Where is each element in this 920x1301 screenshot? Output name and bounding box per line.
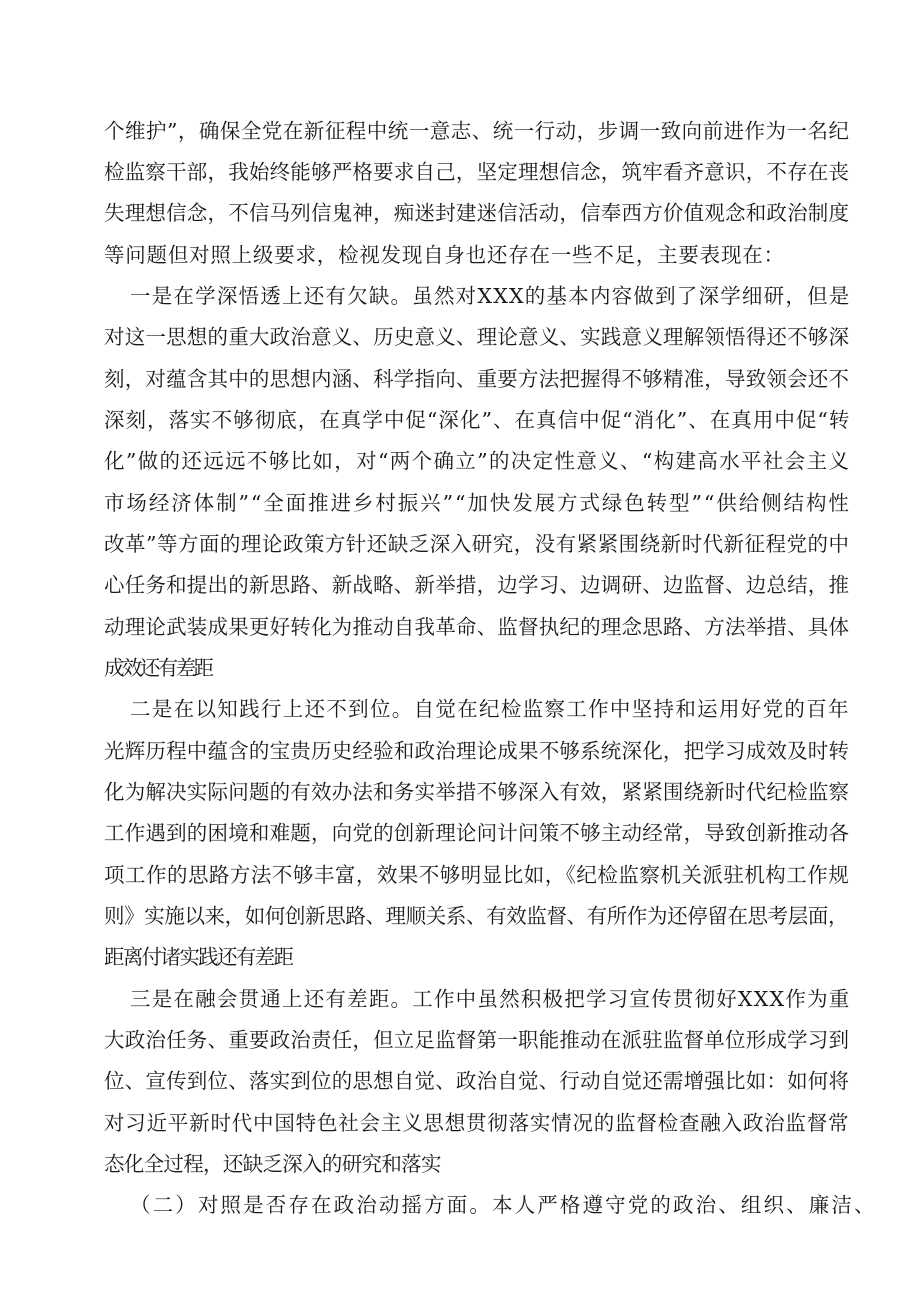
text-line: 态化全过程，还缺乏深入的研究和落实	[104, 1152, 441, 1176]
text-line: 改革”等方面的理论政策方针还缺乏深入研究，没有紧紧围绕新时代新征程党的中	[104, 532, 850, 556]
text-line: 二是在以知践行上还不到位。自觉在纪检监察工作中坚持和运用好党的百年	[130, 697, 850, 721]
text-line: 心任务和提出的新思路、新战略、新举措，边学习、边调研、边监督、边总结，推	[104, 573, 850, 597]
text-line: 三是在融会贯通上还有差距。工作中虽然积极把学习宣传贯彻好XXX作为重	[130, 987, 851, 1011]
text-line: 大政治任务、重要政治责任，但立足监督第一职能推动在派驻监督单位形成学习到	[104, 1028, 850, 1052]
text-line: 化为解决实际问题的有效办法和务实举措不够深入有效，紧紧围绕新时代纪检监察	[104, 780, 850, 804]
text-line: 失理想信念，不信马列信鬼神，痴迷封建迷信活动，信奉西方价值观念和政治制度	[104, 201, 850, 225]
section-heading-line: （二）对照是否存在政治动摇方面。本人严格遵守党的政治、组织、廉洁、	[130, 1193, 877, 1217]
text-line: 成效还有差距	[104, 656, 212, 680]
text-line: 深刻，落实不够彻底，在真学中促“深化”、在真信中促“消化”、在真用中促“转	[104, 408, 851, 432]
text-line: 刻，对蕴含其中的思想内涵、科学指向、重要方法把握得不够精准，导致领会还不	[104, 367, 850, 391]
text-line: 动理论武装成果更好转化为推动自我革命、监督执纪的理念思路、方法举措、具体	[104, 615, 850, 639]
text-line: 项工作的思路方法不够丰富，效果不够明显比如，《纪检监察机关派驻机构工作规	[104, 863, 850, 887]
text-line: 个维护”，确保全党在新征程中统一意志、统一行动，步调一致向前进作为一名纪	[104, 119, 850, 143]
text-line: 对习近平新时代中国特色社会主义思想贯彻落实情况的监督检查融入政治监督常	[104, 1111, 850, 1135]
text-line: 位、宣传到位、落实到位的思想自觉、政治自觉、行动自觉还需增强比如：如何将	[104, 1069, 850, 1093]
text-line: 工作遇到的困境和难题，向党的创新理论问计问策不够主动经常，导致创新推动各	[104, 821, 850, 845]
text-line: 光辉历程中蕴含的宝贵历史经验和政治理论成果不够系统深化，把学习成效及时转	[104, 739, 850, 763]
text-line: 对这一思想的重大政治意义、历史意义、理论意义、实践意义理解领悟得还不够深	[104, 325, 850, 349]
text-line: 等问题但对照上级要求，检视发现自身也还存在一些不足，主要表现在：	[104, 243, 785, 267]
text-line: 检监察干部，我始终能够严格要求自己，坚定理想信念，筑牢看齐意识，不存在丧	[104, 160, 850, 184]
text-line: 化”做的还远远不够比如，对“两个确立”的决定性意义、“构建高水平社会主义	[104, 449, 851, 473]
text-line: 一是在学深悟透上还有欠缺。虽然对XXX的基本内容做到了深学细研，但是	[130, 284, 851, 308]
text-line: 距离付诸实践还有差距	[104, 945, 293, 969]
text-line: 则》实施以来，如何创新思路、理顺关系、有效监督、有所作为还停留在思考层面，	[104, 904, 849, 928]
text-line: 市场经济体制”“全面推进乡村振兴”“加快发展方式绿色转型”“供给侧结构性	[104, 491, 851, 515]
